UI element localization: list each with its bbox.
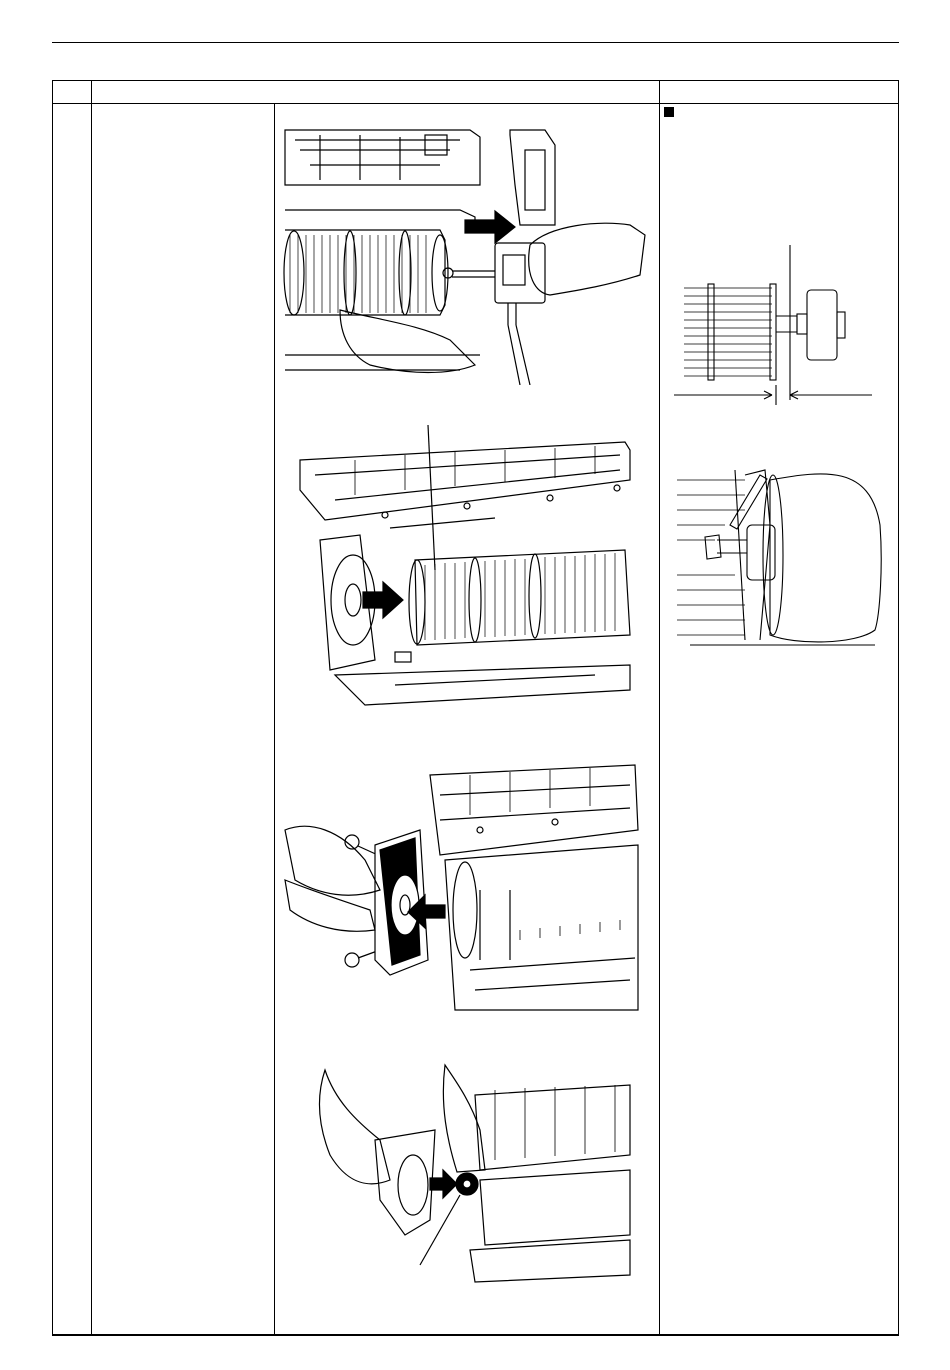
points-bullet-icon bbox=[664, 107, 674, 117]
bearing-housing-removal-illustration bbox=[280, 760, 640, 1015]
footer-rule bbox=[52, 1335, 899, 1336]
column-divider bbox=[659, 81, 660, 1334]
motor-removal-illustration bbox=[280, 125, 650, 385]
fan-rotor-removal-illustration bbox=[295, 420, 635, 715]
bearing-removal-illustration bbox=[295, 1060, 635, 1285]
fan-motor-gap-diagram bbox=[672, 240, 882, 410]
column-divider bbox=[91, 81, 92, 1334]
column-divider bbox=[274, 103, 275, 1334]
header-rule bbox=[52, 42, 899, 43]
set-screw-closeup-illustration bbox=[675, 465, 885, 650]
header-row-divider bbox=[53, 103, 898, 104]
